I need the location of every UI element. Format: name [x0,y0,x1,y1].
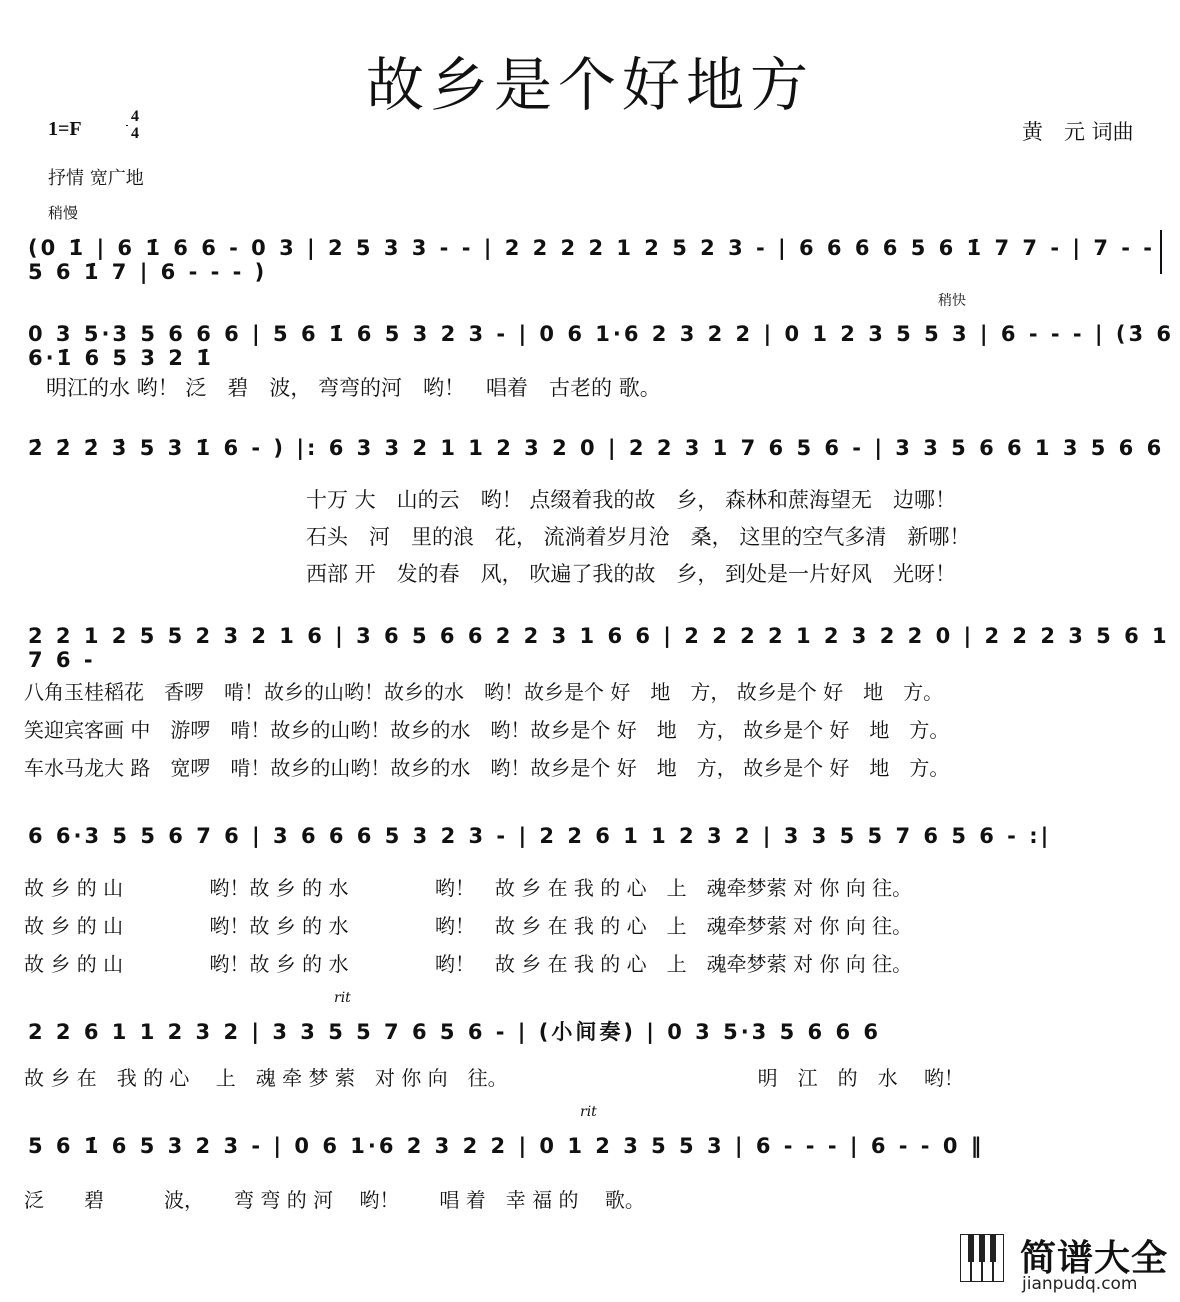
logo-url: jianpudq.com [1022,1274,1138,1294]
system-2-notes: 0 3 5·3 5 6 6 6 | 5 6 1̇ 6 5 3 2 3 - | 0 6 1·6 2 3 2 2 | 0 1 2 3 5 5 3 | 6 - - - | (3̇ 6 6·1̇ 6 5 3 2 1̇ [28,322,1175,370]
system-3 [0,432,1180,482]
barline [1160,230,1162,274]
piano-key-black [968,1234,974,1262]
lyric-verse-2-c: 故 乡 的 山 哟！故 乡 的 水 哟！ 故 乡 在 我 的 心 上 魂牵梦萦 对 你 向 往。 [24,914,913,938]
system-5-notes: 6 6·3 5 5 6 7 6 | 3 6 6 6 5 3 2 3 - | 2 2 6 1 1 2 3 2 | 3 3 5 5 7 6 5 6 - :| [28,824,1052,848]
lyric-verse-2-a: 石头 河 里的浪 花， 流淌着岁月沧 桑， 这里的空气多清 新哪！ [306,525,971,549]
song-title: 故乡是个好地方 [365,51,814,119]
piano-keys-icon [960,1234,1012,1280]
time-divider [126,125,128,126]
lyric-verse-3-a: 西部 开 发的春 风， 吹遍了我的故 乡， 到处是一片好风 光呀！ [306,562,957,586]
system-5 [0,820,1180,870]
system-7 [0,1130,1180,1180]
lyric-verse-3-c: 故 乡 的 山 哟！故 乡 的 水 哟！ 故 乡 在 我 的 心 上 魂牵梦萦 对 你 向 往。 [24,952,913,976]
system-2 [0,318,1180,368]
system-6-notes: 2 2 6 1 1 2 3 2 | 3 3 5 5 7 6 5 6 - | (小间奏) | 0 3 5·3 5 6 6 6 [28,1020,881,1044]
lyric-verse-1-c: 故 乡 的 山 哟！故 乡 的 水 哟！ 故 乡 在 我 的 心 上 魂牵梦萦 对 你 向 往。 [24,876,913,900]
system-4-notes: 2 2 1 2 5 5 2 3 2 1 6 | 3 6 5 6 6 2 2 3 1 6 6 | 2 2 2 2 1 2 3 2 2 0 | 2 2 2 3 5 6 1 7 6 - [28,624,1170,672]
lyric-verse-1-a: 十万 大 山的云 哟！ 点缀着我的故 乡， 森林和蔗海望无 边哪！ [306,488,957,512]
logo-text: 简谱大全 [1020,1238,1169,1279]
lyric-verse-1-b: 八角玉桂稻花 香啰 啃！故乡的山哟！故乡的水 哟！故乡是个 好 地 方， 故乡是个 好 地 方。 [24,680,944,704]
lyric-line-1: 明江的水 哟！ 泛 碧 波， 弯弯的河 哟！ 唱着 古老的 歌。 [46,376,661,400]
lyric-line-6: 泛 碧 波， 弯 弯 的 河 哟！ 唱 着 幸 福 的 歌。 [24,1188,645,1212]
time-signature [126,108,144,142]
system-1 [0,232,1180,282]
rit-mark-1: rit [334,990,351,1006]
key-signature: 1=F [48,118,82,140]
system-7-notes: 5 6 1̇ 6 5 3 2 3 - | 0 6 1·6 2 3 2 2 | 0 1 2 3 5 5 3 | 6 - - - | 6 - - 0 ‖ [28,1134,985,1158]
time-top: 4 [131,108,139,125]
time-bottom: 4 [131,125,139,142]
lyric-verse-3-b: 车水马龙大 路 宽啰 啃！故乡的山哟！故乡的水 哟！故乡是个 好 地 方， 故乡是个 好 地 方。 [24,756,950,780]
expression-mark: 抒情 宽广地 [48,168,144,189]
author: 黄 元 词曲 [1022,120,1134,144]
system-1-notes: (0 1̇ | 6 1̇ 6 6 - 0 3 | 2 5 3 3 - - | 2 2 2 2 1 2 5 2 3 - | 6 6 6 6 5 6 1̇ 7 7 - | 7 - - 5 6 1̇ 7 | 6 - - - ) [28,236,1155,284]
site-logo [958,1228,1170,1298]
system-4 [0,620,1180,670]
lyric-line-5: 故 乡 在 我 的 心 上 魂 牵 梦 萦 对 你 向 往。 明 江 的 水 哟！ [24,1066,964,1090]
rit-mark-2: rit [580,1104,597,1120]
tempo-mark: 稍慢 [48,204,79,222]
lyric-verse-2-b: 笑迎宾客画 中 游啰 啃！故乡的山哟！故乡的水 哟！故乡是个 好 地 方， 故乡是个 好 地 方。 [24,718,950,742]
system-3-notes: 2̇ 2̇ 2̇ 3̇ 5 3 1̇ 6 - ) |: 6 3 3 2 1 1 2 3 2 0 | 2 2 3 1 7 6 5 6 - | 3 3 5 6 6 1 3 5 6 6 [28,436,1165,460]
piano-key-black [979,1234,985,1262]
piano-key-black [990,1234,996,1262]
system-6 [0,1012,1180,1062]
tempo-mark-2: 稍快 [938,293,966,309]
